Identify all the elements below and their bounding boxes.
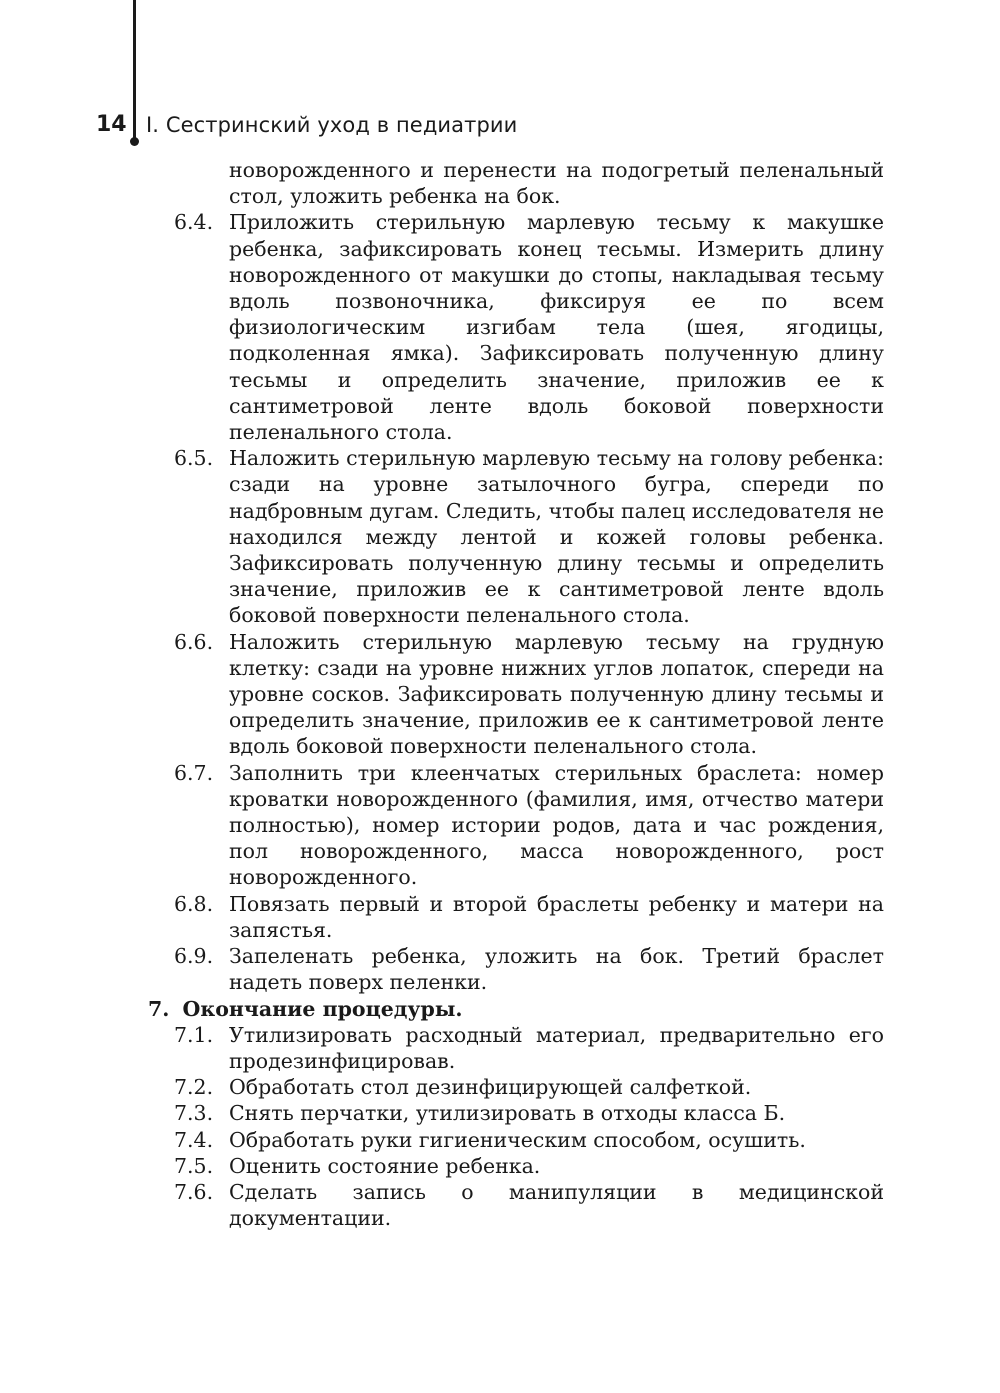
list-item: [0, 1153, 884, 1179]
item-number: 7.5.: [174, 1153, 214, 1178]
list-item: [0, 760, 884, 891]
running-title: I. Сестринский уход в педиатрии: [146, 113, 518, 137]
item-text: Утилизировать расходный материал, предварительно его продезинфицировав.: [229, 1022, 884, 1073]
item-text: Наложить стерильную марлевую тесьму на грудную клетку: сзади на уровне нижних углов лопаток, спереди на уровне сосков. Зафиксировать полученную длину тесьмы и определить значение, приложив ее к сантиметровой ленте вдоль боковой поверхности пеленального стола.: [229, 629, 884, 759]
list-item: [0, 891, 884, 943]
item-text: Наложить стерильную марлевую тесьму на голову ребенка: сзади на уровне затылочного бугра, спереди по надбровным дугам. Следить, чтобы палец исследователя не находился между лентой и кожей головы ребенка. Зафиксировать полученную длину тесьмы и определить значение, приложив ее к сантиметровой ленте вдоль боковой поверхности пеленального стола.: [229, 446, 884, 628]
list-item: [0, 1100, 884, 1126]
item-number: 6.7.: [174, 760, 214, 785]
list-item: [0, 1127, 884, 1153]
item-text: Снять перчатки, утилизировать в отходы класса Б.: [229, 1101, 786, 1126]
item-number: 7.4.: [174, 1127, 214, 1152]
header-vertical-rule: [133, 0, 136, 142]
list-item: [0, 1074, 884, 1100]
item-number: 7.1.: [174, 1022, 214, 1047]
item-number: 7.3.: [174, 1101, 214, 1126]
item-number: 6.5.: [174, 446, 214, 471]
section-title: Окончание процедуры.: [182, 996, 463, 1021]
item-text: Сделать запись о манипуляции в медицинской документации.: [229, 1179, 884, 1231]
item-number: 7.6.: [174, 1179, 214, 1204]
item-number: 6.8.: [174, 891, 214, 916]
item-number: 6.9.: [174, 944, 214, 969]
item-text: Повязать первый и второй браслеты ребенку и матери на запястья.: [229, 891, 884, 942]
item-text: Обработать стол дезинфицирующей салфеткой.: [229, 1075, 752, 1100]
list-item: [0, 943, 884, 995]
continuation-paragraph: новорожденного и перенести на подогретый пеленальный стол, уложить ребенка на бок.: [229, 158, 884, 209]
item-text: Заполнить три клеенчатых стерильных браслета: номер кроватки новорожденного (фамилия, имя, отчество матери полностью), номер истории родов, дата и час рождения, пол новорожденного, масса новорожденного, рост новорожденного.: [229, 760, 884, 890]
item-text: Запеленать ребенка, уложить на бок. Третий браслет надеть поверх пеленки.: [229, 944, 884, 995]
item-number: 7.2.: [174, 1075, 214, 1100]
list-item: [0, 445, 884, 628]
section-number: 7.: [148, 996, 170, 1021]
list-item: [0, 1179, 884, 1231]
list-item: [0, 629, 884, 760]
body-text: [0, 157, 1000, 1231]
page-number: 14: [96, 112, 127, 137]
item-text: Оценить состояние ребенка.: [229, 1153, 541, 1178]
item-number: 6.4.: [174, 210, 214, 235]
section-heading: [0, 996, 1000, 1022]
item-number: 6.6.: [174, 629, 214, 654]
header-rule-dot: [130, 137, 139, 146]
list-item: [0, 1022, 884, 1074]
list-item: [0, 209, 884, 445]
item-text: Приложить стерильную марлевую тесьму к макушке ребенка, зафиксировать конец тесьмы. Измерить длину новорожденного от макушки до стопы, накладывая тесьму вдоль позвоночника, фиксируя ее по всем физиологическим изгибам тела (шея, ягодицы, подколенная ямка). Зафиксировать полученную длину тесьмы и определить значение, приложив ее к сантиметровой ленте вдоль боковой поверхности пеленального стола.: [229, 210, 884, 445]
item-text: Обработать руки гигиеническим способом, осушить.: [229, 1127, 806, 1152]
